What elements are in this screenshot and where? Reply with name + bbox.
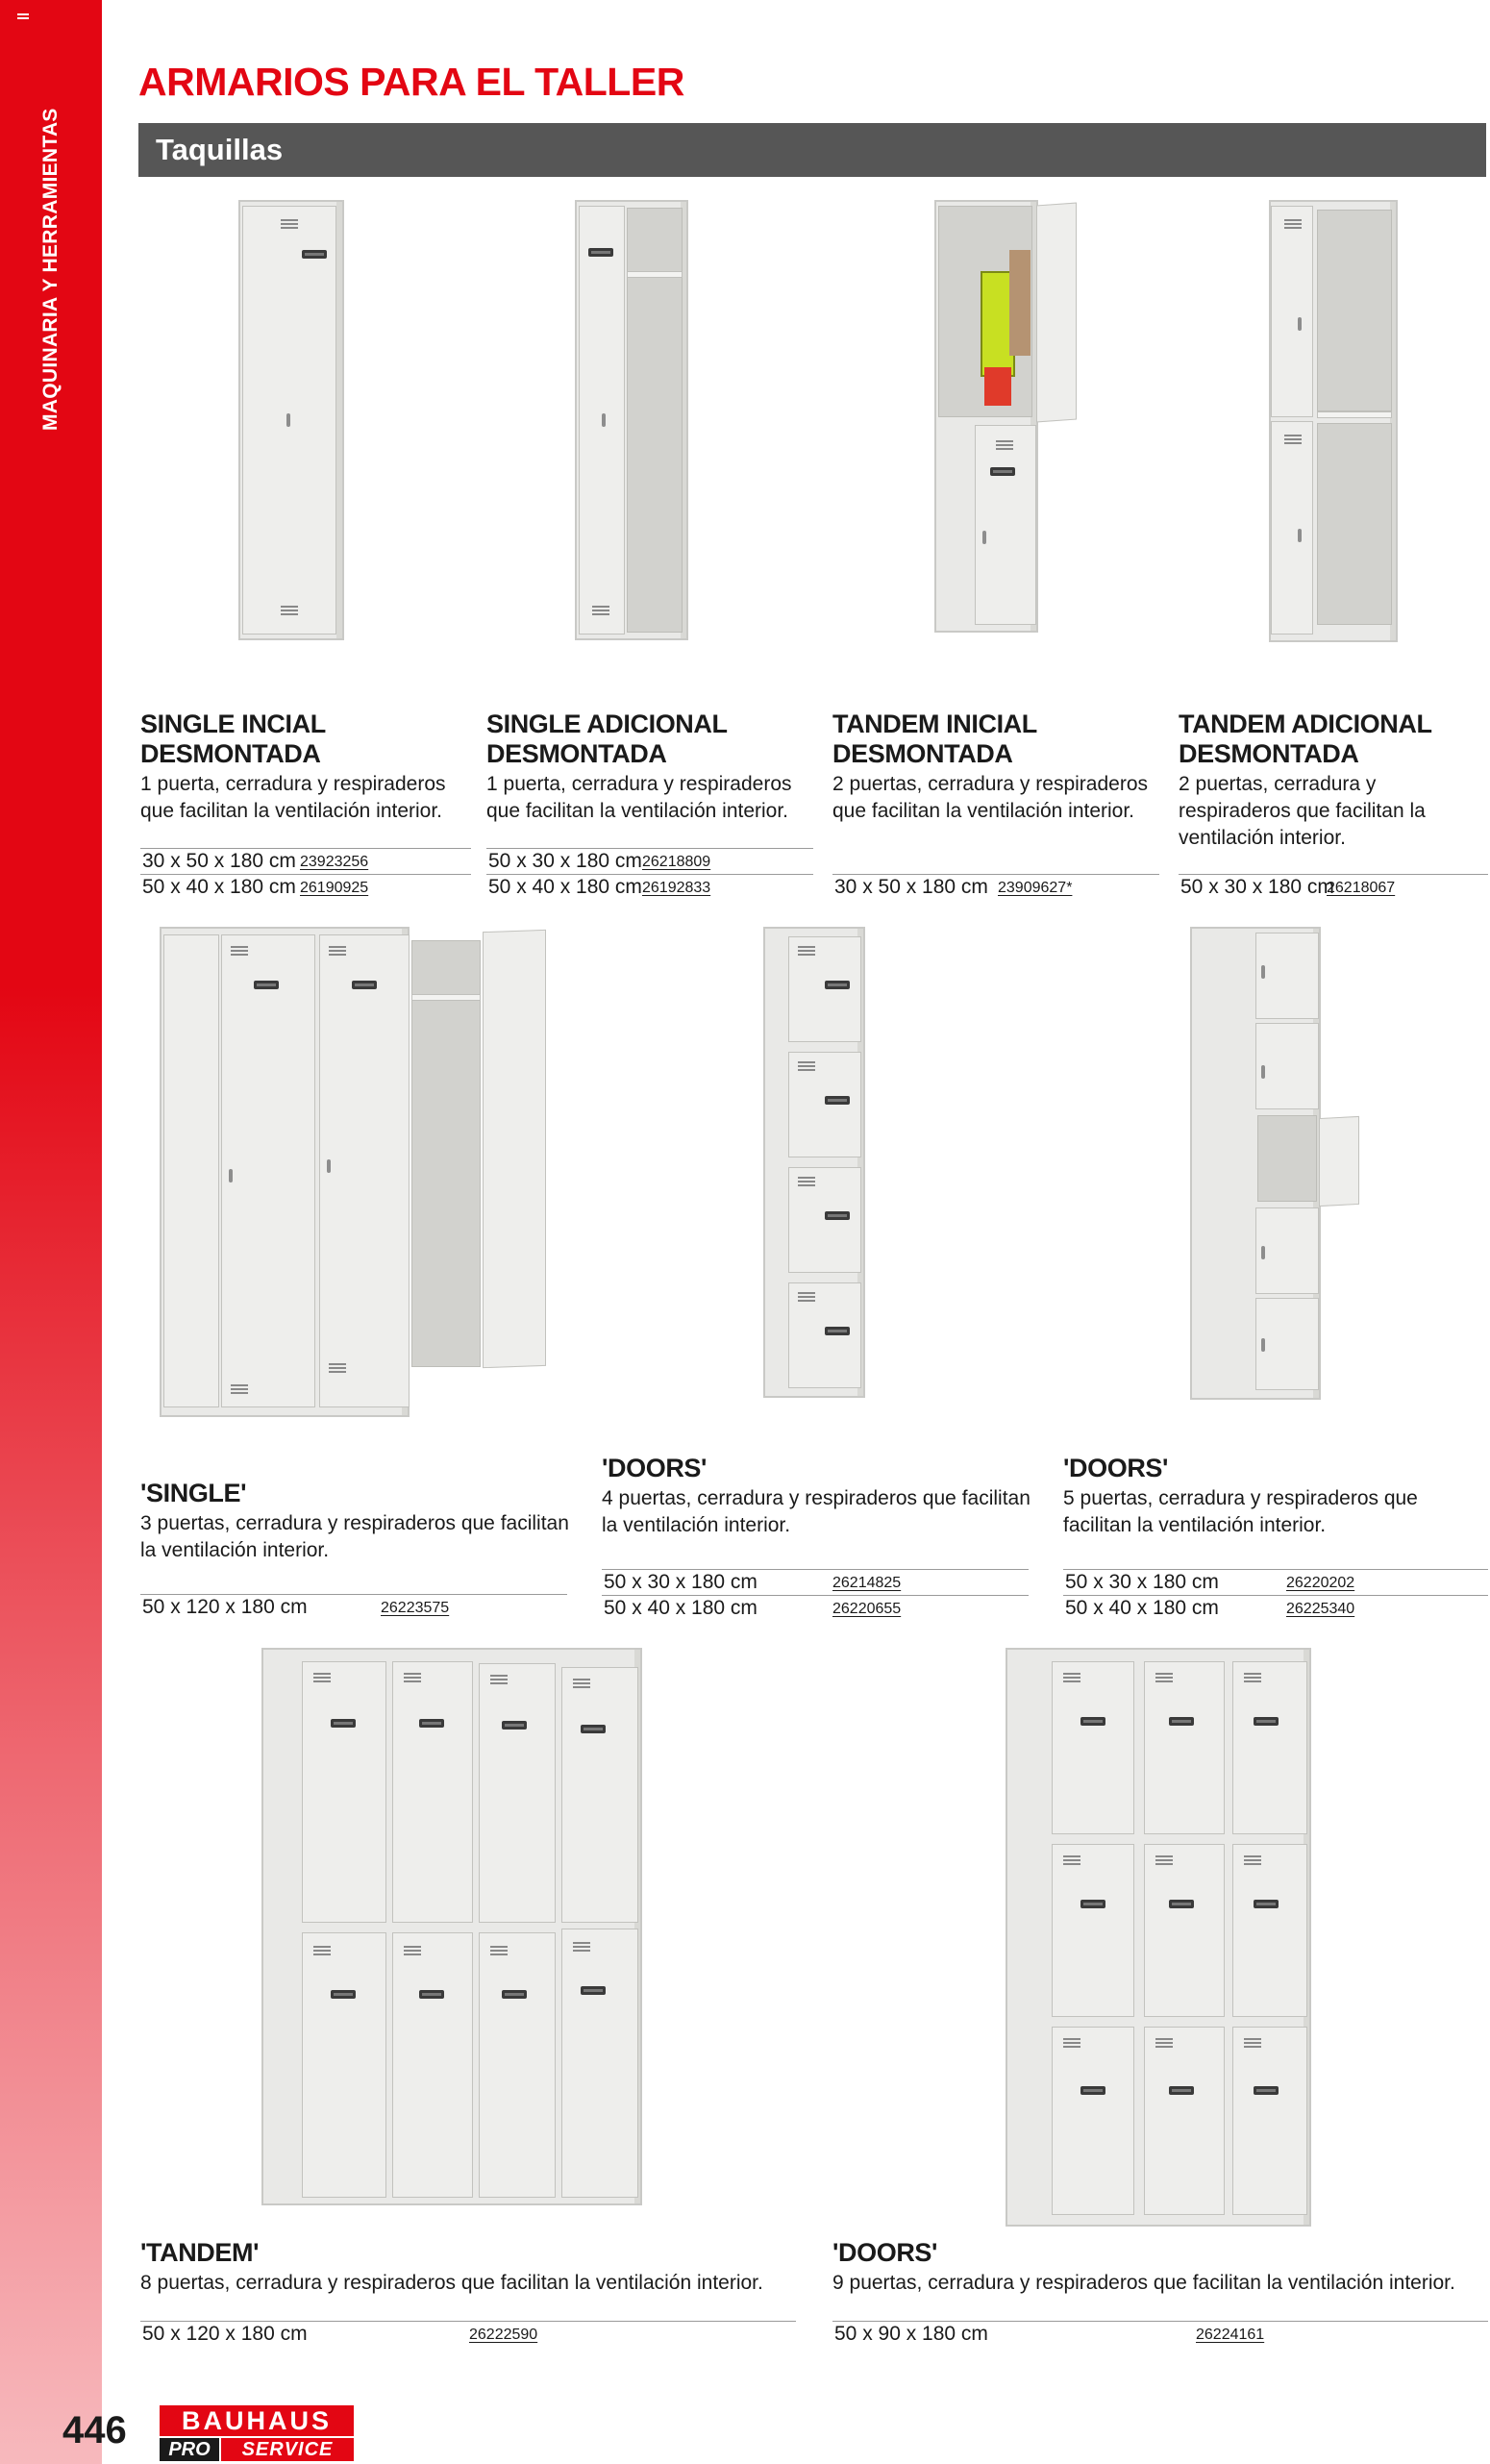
section-heading: Taquillas — [138, 123, 1486, 177]
spec-row — [1063, 1595, 1488, 1621]
product-single-3-doors — [140, 1479, 573, 1564]
logo-pro: PRO — [160, 2438, 219, 2461]
product-title: SINGLE ADICIONAL DESMONTADA — [486, 709, 728, 768]
spec-row — [832, 874, 1159, 900]
article-code: 23923256 — [300, 854, 369, 870]
spec-row — [602, 1569, 1029, 1595]
product-description: 8 puertas, cerradura y respiraderos que facilitan la ventilación interior. — [140, 2272, 763, 2294]
spec-size: 50 x 90 x 180 cm — [834, 2323, 988, 2345]
spec-size: 50 x 40 x 180 cm — [1065, 1597, 1219, 1619]
product-description: 2 puertas, cerradura y respiraderos que facilitan la ventilación interior. — [832, 773, 1148, 822]
product-title: 'DOORS' — [832, 2238, 938, 2267]
spec-size: 30 x 50 x 180 cm — [142, 850, 296, 872]
product-title: SINGLE INCIAL DESMONTADA — [140, 709, 326, 768]
article-code: 26192833 — [642, 880, 711, 896]
product-doors-5 — [1063, 1454, 1490, 1539]
spec-size: 50 x 30 x 180 cm — [1180, 876, 1334, 898]
product-doors-9 — [832, 2238, 1490, 2297]
spec-size: 50 x 40 x 180 cm — [142, 876, 296, 898]
product-title: 'SINGLE' — [140, 1479, 247, 1507]
article-code: 26224161 — [1196, 2327, 1265, 2343]
product-description: 1 puerta, cerradura y respiraderos que facilitan la ventilación interior. — [486, 773, 792, 822]
spec-row — [140, 1594, 567, 1620]
product-description: 5 puertas, cerradura y respiraderos que facilitan la ventilación interior. — [1063, 1487, 1418, 1536]
sidebar-band — [0, 0, 102, 2464]
spec-size: 50 x 30 x 180 cm — [604, 1571, 757, 1593]
logo-wordmark: BAUHAUS — [160, 2405, 354, 2436]
spec-row — [1179, 874, 1488, 900]
product-title: 'DOORS' — [602, 1454, 708, 1482]
product-tandem-8 — [140, 2238, 813, 2297]
article-code: 26190925 — [300, 880, 369, 896]
product-description: 9 puertas, cerradura y respiraderos que facilitan la ventilación interior. — [832, 2272, 1455, 2294]
article-code: 26214825 — [832, 1575, 902, 1591]
spec-row — [486, 874, 813, 900]
product-single-adicional — [486, 709, 818, 825]
spec-size: 50 x 30 x 180 cm — [1065, 1571, 1219, 1593]
product-title: 'DOORS' — [1063, 1454, 1169, 1482]
spec-row — [602, 1595, 1029, 1621]
logo-service: SERVICE — [221, 2438, 354, 2461]
product-tandem-inicial — [832, 709, 1164, 825]
product-title: TANDEM ADICIONAL DESMONTADA — [1179, 709, 1432, 768]
article-code: 26222590 — [469, 2327, 538, 2343]
product-title: TANDEM INICIAL DESMONTADA — [832, 709, 1037, 768]
bauhaus-pro-service-logo — [160, 2405, 354, 2461]
spec-size: 50 x 30 x 180 cm — [488, 850, 642, 872]
spec-size: 30 x 50 x 180 cm — [834, 876, 988, 898]
spec-size: 50 x 120 x 180 cm — [142, 1596, 308, 1618]
page-number: 446 — [62, 2409, 127, 2452]
spec-size: 50 x 40 x 180 cm — [604, 1597, 757, 1619]
spec-size: 50 x 40 x 180 cm — [488, 876, 642, 898]
menu-icon[interactable] — [17, 13, 29, 23]
sidebar-category: MAQUINARIA Y HERRAMIENTAS — [39, 108, 62, 431]
product-title: 'TANDEM' — [140, 2238, 260, 2267]
spec-row — [1063, 1569, 1488, 1595]
product-single-inicial — [140, 709, 467, 825]
article-code: 23909627* — [998, 880, 1073, 896]
product-description: 4 puertas, cerradura y respiraderos que facilitan la ventilación interior. — [602, 1487, 1031, 1536]
article-code: 26225340 — [1286, 1601, 1355, 1617]
spec-row — [140, 874, 471, 900]
product-description: 2 puertas, cerradura y respiraderos que facilitan la ventilación interior. — [1179, 773, 1426, 849]
article-code: 26223575 — [381, 1600, 450, 1616]
article-code: 26218809 — [642, 854, 711, 870]
product-tandem-adicional — [1179, 709, 1488, 852]
product-description: 3 puertas, cerradura y respiraderos que facilitan la ventilación interior. — [140, 1512, 569, 1561]
page-title: ARMARIOS PARA EL TALLER — [138, 60, 684, 104]
article-code: 26220202 — [1286, 1575, 1355, 1591]
spec-row — [832, 2321, 1488, 2347]
spec-row — [140, 2321, 796, 2347]
product-description: 1 puerta, cerradura y respiraderos que facilitan la ventilación interior. — [140, 773, 446, 822]
article-code: 26220655 — [832, 1601, 902, 1617]
spec-size: 50 x 120 x 180 cm — [142, 2323, 308, 2345]
spec-row — [486, 848, 813, 874]
article-code: 26218067 — [1327, 880, 1396, 896]
spec-row — [140, 848, 471, 874]
product-doors-4 — [602, 1454, 1044, 1539]
